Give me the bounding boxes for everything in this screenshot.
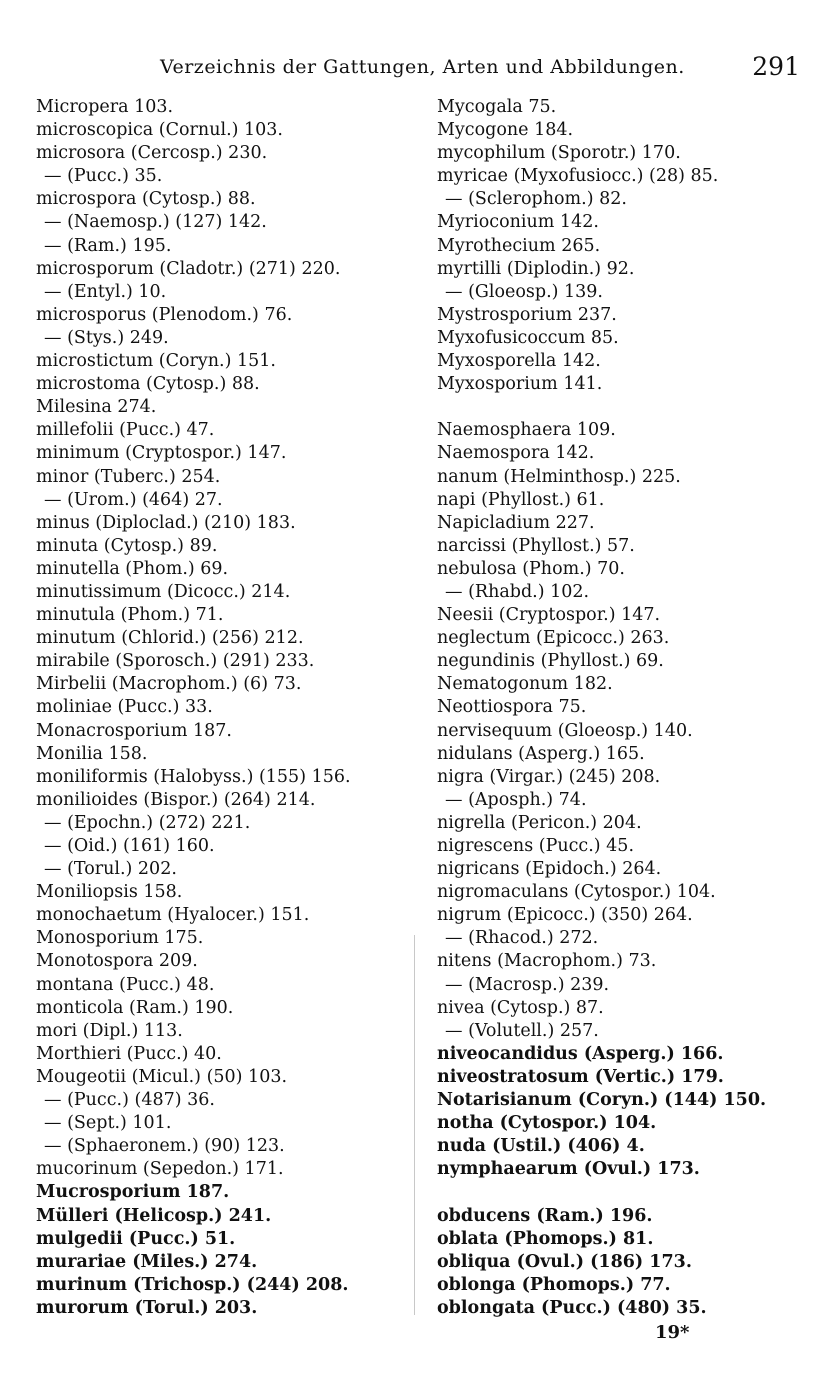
index-entry: nitens (Macrophom.) 73.	[437, 951, 657, 972]
index-entry: monochaetum (Hyalocer.) 151.	[36, 905, 310, 926]
index-entry: — (Ram.) 195.	[44, 235, 172, 256]
index-entry: myricae (Myxofusiocc.) (28) 85.	[437, 166, 719, 187]
index-entry: microsporus (Plenodom.) 76.	[36, 304, 293, 325]
index-entry: microstictum (Coryn.) 151.	[36, 351, 276, 372]
index-entry: niveocandidus (Asperg.) 166.	[437, 1043, 724, 1064]
section-gap	[437, 396, 807, 419]
index-entry: microsora (Cercosp.) 230.	[36, 143, 268, 164]
index-entry: neglectum (Epicocc.) 263.	[437, 628, 670, 649]
index-entry: Monilia 158.	[36, 743, 148, 764]
index-entry: Nematogonum 182.	[437, 674, 613, 695]
signature-mark: 19*	[655, 1322, 690, 1343]
index-entry: Mycogone 184.	[437, 120, 574, 141]
index-entry: Mycogala 75.	[437, 97, 557, 117]
index-entry: — (Pucc.) (487) 36.	[44, 1090, 215, 1111]
index-entry: Moniliopsis 158.	[36, 882, 183, 903]
index-entry: nuda (Ustil.) (406) 4.	[437, 1136, 645, 1157]
index-entry: minutum (Chlorid.) (256) 212.	[36, 628, 304, 649]
index-entry: nivea (Cytosp.) 87.	[437, 997, 604, 1018]
index-entry: nigra (Virgar.) (245) 208.	[437, 766, 661, 787]
index-entry: moliniae (Pucc.) 33.	[36, 697, 213, 718]
index-entry: — (Macrosp.) 239.	[445, 974, 610, 995]
index-entry: mori (Dipl.) 113.	[36, 1020, 183, 1041]
index-entry: — (Rhacod.) 272.	[445, 928, 599, 949]
index-entry: minimum (Cryptospor.) 147.	[36, 443, 287, 464]
index-entry: — (Naemosp.) (127) 142.	[44, 212, 267, 233]
index-entry: Milesina 274.	[36, 397, 157, 418]
index-entry: Neottiospora 75.	[437, 697, 587, 718]
index-entry: Napicladium 227.	[437, 512, 595, 533]
index-column-left	[36, 96, 411, 1320]
index-entry: minor (Tuberc.) 254.	[36, 466, 221, 487]
index-entry: minus (Diploclad.) (210) 183.	[36, 512, 296, 533]
index-entry: Monosporium 175.	[36, 928, 204, 949]
index-entry: — (Sclerophom.) 82.	[445, 189, 627, 210]
index-entry: myrtilli (Diplodin.) 92.	[437, 258, 635, 279]
index-entry: — (Epochn.) (272) 221.	[44, 812, 251, 833]
index-entry: nigromaculans (Cytospor.) 104.	[437, 882, 716, 903]
index-entry: montana (Pucc.) 48.	[36, 974, 215, 995]
index-entry: — (Oid.) (161) 160.	[44, 836, 215, 856]
index-entry: nymphaearum (Ovul.) 173.	[437, 1159, 700, 1180]
index-entry: nigrella (Pericon.) 204.	[437, 812, 642, 833]
index-entry: minutula (Phom.) 71.	[36, 605, 224, 626]
index-entry: oblonga (Phomops.) 77.	[437, 1274, 671, 1295]
index-entry: — (Rhabd.) 102.	[445, 581, 590, 602]
index-entry: Myxosporella 142.	[437, 351, 601, 372]
index-entry: murinum (Trichosp.) (244) 208.	[36, 1274, 349, 1295]
index-entry: nebulosa (Phom.) 70.	[437, 558, 625, 579]
index-entry: minuta (Cytosp.) 89.	[36, 535, 218, 556]
index-entry: napi (Phyllost.) 61.	[437, 489, 605, 510]
index-entry: Myrioconium 142.	[437, 212, 599, 233]
index-entry: Mülleri (Helicosp.) 241.	[36, 1205, 272, 1226]
index-entry: nidulans (Asperg.) 165.	[437, 743, 645, 764]
index-entry: mirabile (Sporosch.) (291) 233.	[36, 651, 315, 672]
index-entry: minutella (Phom.) 69.	[36, 558, 229, 579]
index-entry: — (Gloeosp.) 139.	[445, 281, 603, 302]
index-entry: Monotospora 209.	[36, 951, 198, 972]
index-entry: monilioides (Bispor.) (264) 214.	[36, 789, 316, 810]
index-entry: — (Entyl.) 10.	[44, 281, 167, 302]
index-entry: mulgedii (Pucc.) 51.	[36, 1228, 236, 1249]
index-entry: mycophilum (Sporotr.) 170.	[437, 143, 681, 164]
index-entry: nigrum (Epicocc.) (350) 264.	[437, 905, 693, 926]
index-entry: — (Aposph.) 74.	[445, 789, 587, 810]
index-entry: Mucrosporium 187.	[36, 1182, 230, 1203]
index-entry: obducens (Ram.) 196.	[437, 1205, 653, 1226]
index-entry: minutissimum (Dicocc.) 214.	[36, 581, 291, 602]
index-entry: niveostratosum (Vertic.) 179.	[437, 1066, 724, 1087]
index-entry: — (Volutell.) 257.	[445, 1020, 599, 1041]
index-entry: — (Pucc.) 35.	[44, 166, 163, 187]
index-entry: microspora (Cytosp.) 88.	[36, 189, 256, 210]
index-entry: microscopica (Cornul.) 103.	[36, 120, 283, 141]
index-entry: mucorinum (Sepedon.) 171.	[36, 1159, 284, 1180]
section-gap	[437, 1181, 807, 1204]
index-entry: — (Sphaeronem.) (90) 123.	[44, 1136, 285, 1157]
index-entry: microsporum (Cladotr.) (271) 220.	[36, 258, 341, 279]
page-number: 291	[752, 52, 800, 81]
index-entry: oblongata (Pucc.) (480) 35.	[437, 1297, 707, 1318]
index-entry: Micropera 103.	[36, 97, 174, 117]
index-entry: murorum (Torul.) 203.	[36, 1297, 258, 1318]
index-entry: nervisequum (Gloeosp.) 140.	[437, 720, 693, 741]
index-entry: Monacrosporium 187.	[36, 720, 232, 741]
index-entry: negundinis (Phyllost.) 69.	[437, 651, 664, 672]
index-entry: nigricans (Epidoch.) 264.	[437, 859, 662, 880]
index-entry: Myxofusicoccum 85.	[437, 327, 619, 348]
index-entry: — (Sept.) 101.	[44, 1113, 172, 1134]
index-entry: monticola (Ram.) 190.	[36, 997, 234, 1018]
running-header	[160, 52, 800, 86]
column-divider	[414, 935, 415, 1315]
index-entry: obliqua (Ovul.) (186) 173.	[437, 1251, 692, 1272]
index-entry: Mougeotii (Micul.) (50) 103.	[36, 1066, 288, 1087]
index-entry: Myrothecium 265.	[437, 235, 601, 256]
index-entry: millefolii (Pucc.) 47.	[36, 420, 215, 441]
index-entry: microstoma (Cytosp.) 88.	[36, 374, 260, 395]
index-entry: oblata (Phomops.) 81.	[437, 1228, 654, 1249]
index-entry: narcissi (Phyllost.) 57.	[437, 535, 635, 556]
index-entry: Naemospora 142.	[437, 443, 595, 464]
index-entry: murariae (Miles.) 274.	[36, 1251, 258, 1272]
index-entry: — (Urom.) (464) 27.	[44, 489, 223, 510]
index-entry: Morthieri (Pucc.) 40.	[36, 1043, 222, 1064]
index-entry: moniliformis (Halobyss.) (155) 156.	[36, 766, 351, 787]
index-entry: Naemosphaera 109.	[437, 420, 616, 441]
index-entry: Mirbelii (Macrophom.) (6) 73.	[36, 674, 302, 695]
index-entry: Mystrosporium 237.	[437, 304, 617, 325]
index-entry: Notarisianum (Coryn.) (144) 150.	[437, 1090, 767, 1111]
index-entry: — (Torul.) 202.	[44, 859, 177, 880]
index-column-right	[437, 96, 807, 1320]
index-entry: notha (Cytospor.) 104.	[437, 1113, 657, 1134]
header-title: Verzeichnis der Gattungen, Arten und Abbildungen.	[160, 56, 685, 78]
index-entry: nanum (Helminthosp.) 225.	[437, 466, 681, 487]
index-entry: — (Stys.) 249.	[44, 327, 169, 348]
index-entry: nigrescens (Pucc.) 45.	[437, 836, 635, 856]
index-entry: Myxosporium 141.	[437, 374, 603, 395]
index-entry: Neesii (Cryptospor.) 147.	[437, 605, 661, 626]
